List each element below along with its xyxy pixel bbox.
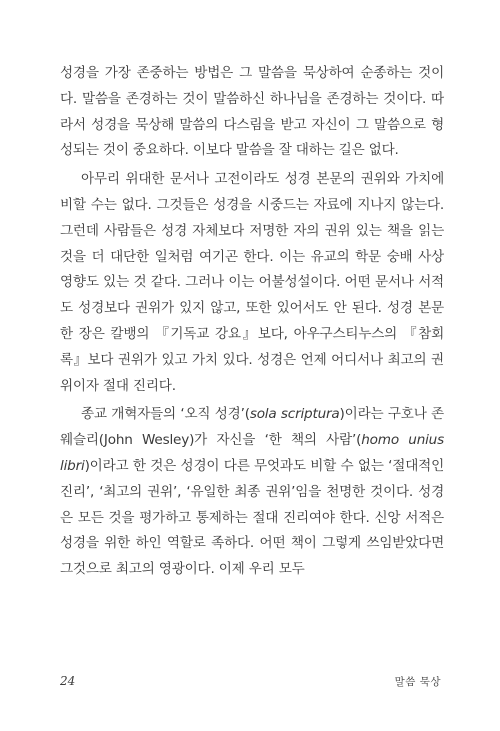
paragraph-text: 종교 개혁자들의 ‘오직 성경’( [81,406,250,423]
paragraph: 아무리 위대한 문서나 고전이라도 성경 본문의 권위와 가치에 비할 수는 없다. 그것들은 성경을 시중드는 자료에 지나지 않는다. 그런데 사람들은 성경 자체보다 저명한 자의 권위 있는 책을 읽는 것을 더 대단한 일처럼 여기곤 한다. 이는 유교의 학문 숭배 사상 영향도 있는 것 같다. 그러나 이는 어불성설이다. 어떤 문서나 서적도 성경보다 권위가 있지 않고, 또한 있어서도 안 된다. 성경 본문 한 장은 칼뱅의 『기독교 강요』보다, 아우구스티누스의 『참회록』보다 권위가 있고 가치 있다. 성경은 언제 어디서나 최고의 권위이자 절대 진리다. [60,171,444,394]
page-number: 24 [60,674,76,688]
paragraph: 성경을 가장 존중하는 방법은 그 말씀을 묵상하여 순종하는 것이다. 말씀을 존경하는 것이 말씀하신 하나님을 존경하는 것이다. 따라서 성경을 묵상해 말씀의 다스림을 받고 자신이 그 말씀으로 형성되는 것이 중요하다. 이보다 말씀을 잘 대하는 길은 없다. [60,65,444,159]
latin-term: sola scriptura [249,406,340,423]
paragraph [60,402,444,583]
paragraph-text: )이라고 한 것은 성경이 다른 무엇과도 비할 수 없는 ‘절대적인 진리’, ‘최고의 권위’, ‘유일한 최종 권위’임을 천명한 것이다. 성경은 모든 것을 평가하고 통제하는 절대 진리여야 한다. 신앙 서적은 성경을 위한 하인 역할로 족하다. 어떤 책이 그렇게 쓰임받았다면 그것으로 최고의 영광이다. 이제 우리 모두 [60,457,444,578]
page-footer [0,670,500,700]
body-text [60,61,444,586]
latin-term: homo unius libri [60,432,444,474]
paragraph-text: )이라는 구호나 존 웨슬리(John Wesley)가 자신을 ‘한 책의 사람’( [60,406,444,449]
running-title: 말씀 묵상 [394,676,441,688]
